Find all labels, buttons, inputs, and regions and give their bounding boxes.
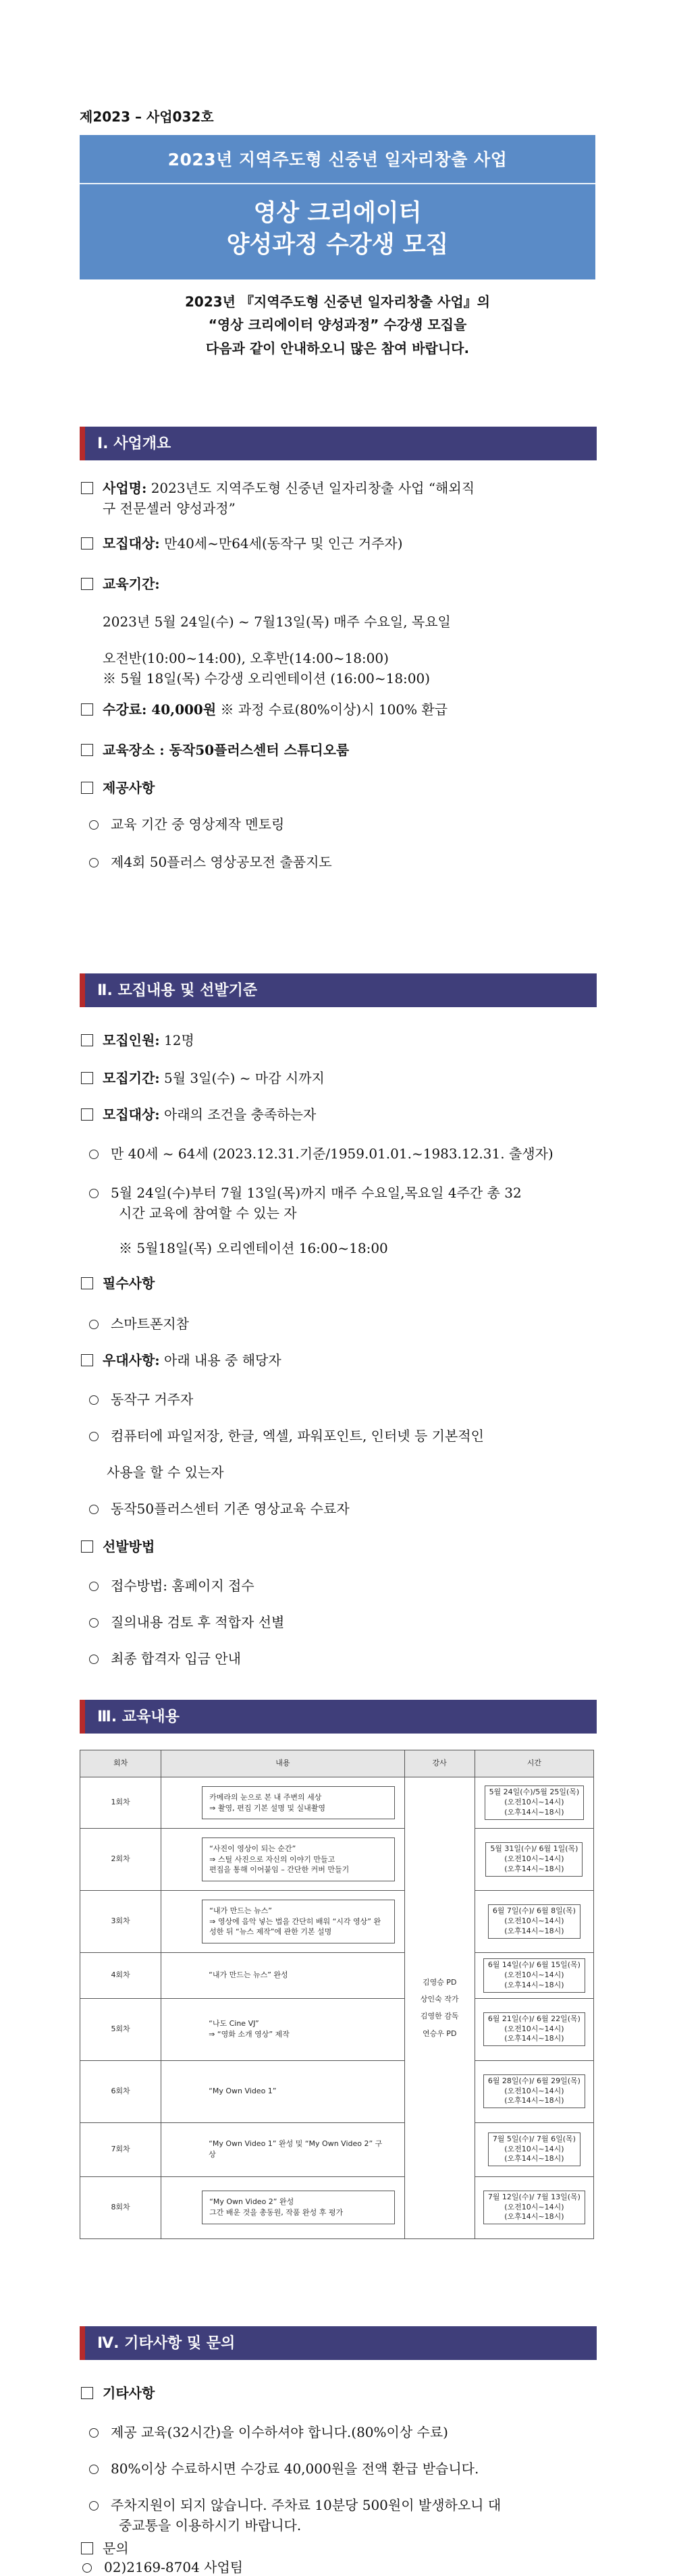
circle-bullet-icon [89,1150,99,1159]
circle-bullet-icon [89,1582,99,1591]
session-cell: 2회차 [80,1829,161,1891]
time-box: 5월 31일(수)/ 6월 1일(목) (오전10시~14시) (오후14시~18시) [485,1842,583,1877]
session-cell: 7회차 [80,2122,161,2176]
circle-bullet-icon [89,2501,99,2511]
target-row [81,533,403,554]
item-text: 질의내용 검토 후 적합자 선별 [111,1614,285,1630]
content-box: 카메라의 눈으로 본 내 주변의 세상 ⇒ 촬영, 편집 기본 설명 및 실내촬영 [202,1786,394,1820]
table-row [80,1829,594,1891]
checkbox-square-icon [81,482,93,494]
content-box: “My Own Video 2” 완성 그간 배운 것을 총동원, 작품 완성 후 평가 [202,2191,394,2224]
content-box: “나도 Cine VJ” ⇒ “영화 소개 영상” 제작 [209,2019,290,2039]
target-note: ※ 5월18일(목) 오리엔테이션 16:00~18:00 [119,1240,388,1256]
checkbox-square-icon [81,782,93,794]
content-cell [161,1953,404,1999]
content-cell [161,1998,404,2060]
instructor-cell [404,1777,475,2239]
session-cell: 3회차 [80,1891,161,1953]
header-instructor: 강사 [404,1750,475,1777]
content-cell [161,1891,404,1953]
time-box: 5월 24일(수)/5월 25일(목) (오전10시~14시) (오후14시~18시) [485,1786,585,1820]
table-row [80,1777,594,1829]
label: 모집대상: [103,1106,160,1123]
time-box: 7월 12일(수)/ 7월 13일(목) (오전10시~14시) (오후14시~18시) [483,2191,585,2225]
preferred-item [81,1426,484,1446]
content-cell [161,2122,404,2176]
value: 5월 3일(수) ~ 마감 시까지 [164,1070,325,1086]
item-text: 최종 합격자 입금 안내 [111,1651,241,1667]
session-cell: 6회차 [80,2060,161,2122]
circle-bullet-icon [89,820,99,830]
header-time: 시간 [475,1750,593,1777]
title-banner [80,135,595,279]
time-cell [475,1777,593,1829]
item-text: 제4회 50플러스 영상공모전 출품지도 [111,854,332,870]
table-row [80,2122,594,2176]
label: 수강료: 40,000원 [103,701,217,718]
label: 모집대상: [103,535,160,552]
circle-bullet-icon [89,2428,99,2438]
target-item-cont: 시간 교육에 참여할 수 있는 자 [119,1205,297,1221]
value: 2023년도 지역주도형 신중년 일자리창출 사업 “해외직 [151,480,475,496]
time-box: 6월 28일(수)/ 6월 29일(목) (오전10시~14시) (오후14시~18시) [483,2074,585,2109]
intro-line: 2023년 『지역주도형 신중년 일자리창출 사업』의 [185,294,490,310]
content-box: “My Own Video 1” 완성 및 “My Own Video 2” 구상 [209,2139,383,2159]
value: 12명 [164,1032,194,1048]
label: 제공사항 [103,780,155,796]
checkbox-square-icon [81,1354,93,1366]
session-cell: 5회차 [80,1998,161,2060]
section-heading-curriculum: Ⅲ. 교육내용 [80,1700,597,1734]
header-session: 회차 [80,1750,161,1777]
table-row [80,1953,594,1999]
intro-line: “영상 크리에이터 양성과정” 수강생 모집을 [208,317,467,333]
label: 모집기간: [103,1070,160,1086]
document-number: 제2023 – 사업032호 [80,109,214,125]
banner-title-line1: 영상 크리에이터 [253,199,422,227]
header-content: 내용 [161,1750,404,1777]
section-heading-overview: Ⅰ. 사업개요 [80,427,597,460]
provided-row [81,778,155,798]
preferred-item [81,1499,350,1519]
intro-line: 다음과 같이 안내하오니 많은 참여 바랍니다. [205,340,470,356]
circle-bullet-icon [89,1618,99,1628]
table-row [80,2176,594,2238]
section-heading-other: Ⅳ. 기타사항 및 문의 [80,2326,597,2360]
section-heading-recruitment: Ⅱ. 모집내용 및 선발기준 [80,973,597,1007]
target-item [81,1183,522,1203]
inquiry-item [74,2557,243,2576]
preferred-row [81,1350,281,1370]
checkbox-square-icon [81,1540,93,1553]
period-dates: 2023년 5월 24일(수) ~ 7월13일(목) 매주 수요일, 목요일 [103,614,451,630]
other-item [81,2422,448,2442]
item-text: 만 40세 ~ 64세 (2023.12.31.기준/1959.01.01.~1983.12.31. 출생자) [111,1146,554,1162]
label: 교육장소 : 동작50플러스센터 스튜디오룸 [103,742,350,758]
circle-bullet-icon [89,1189,99,1198]
other-item [81,2495,501,2515]
item-text: 주차지원이 되지 않습니다. 주차료 10분당 500원이 발생하오니 대 [111,2497,502,2513]
time-cell [475,1891,593,1953]
circle-bullet-icon [89,1655,99,1664]
checkbox-square-icon [81,703,93,716]
recruit-target-row [81,1104,316,1125]
selection-item [81,1648,241,1669]
time-box: 6월 21일(수)/ 6월 22일(목) (오전10시~14시) (오후14시~18시) [483,2012,585,2047]
item-text: 스마트폰지참 [111,1316,189,1332]
inquiry-row [81,2538,129,2558]
content-box: “내가 만드는 뉴스” ⇒ 영상에 음악 넣는 법을 간단히 배워 “시각 영상” 완성한 뒤 “뉴스 제작”에 관한 기본 설명 [202,1900,394,1944]
circle-bullet-icon [89,858,99,867]
selection-row [81,1536,155,1557]
table-row [80,1891,594,1953]
label: 교육기간: [103,576,160,592]
checkbox-square-icon [81,537,93,549]
required-item [81,1314,189,1334]
required-row [81,1273,155,1293]
label: 모집인원: [103,1032,160,1048]
time-box: 7월 5일(수)/ 7월 6일(목) (오전10시~14시) (오후14시~18시) [488,2132,580,2167]
preferred-item-cont: 사용을 할 수 있는자 [107,1464,224,1480]
item-text: 동작구 거주자 [111,1391,194,1407]
other-item [81,2459,479,2479]
checkbox-square-icon [81,1277,93,1289]
time-cell [475,1953,593,1999]
time-cell [475,1998,593,2060]
count-row [81,1030,194,1050]
checkbox-square-icon [81,1034,93,1046]
table-row [80,2060,594,2122]
time-cell [475,2176,593,2238]
content-box: “사진이 영상이 되는 순간” ⇒ 스틸 사진으로 자신의 이야기 만들고 편집을 통해 이어붙임 – 간단한 커버 만들기 [202,1837,394,1882]
checkbox-square-icon [81,744,93,756]
circle-bullet-icon [89,1432,99,1441]
instructor-name: 상인숙 작가 [420,1994,459,2004]
session-cell: 4회차 [80,1953,161,1999]
item-text: 컴퓨터에 파일저장, 한글, 엑셀, 파워포인트, 인터넷 등 기본적인 [111,1428,484,1444]
period-row [81,574,160,594]
item-text: 동작50플러스센터 기존 영상교육 수료자 [111,1501,350,1517]
item-text: 80%이상 수료하시면 수강료 40,000원을 전액 환급 받습니다. [111,2461,479,2477]
value: 아래 내용 중 해당자 [164,1352,281,1368]
item-text: 교육 기간 중 영상제작 멘토링 [111,816,285,832]
item-text: 5월 24일(수)부터 7월 13일(목)까지 매주 수요일,목요일 4주간 총 32 [111,1185,522,1201]
checkbox-square-icon [81,2542,93,2554]
time-cell [475,1829,593,1891]
table-header-row [80,1750,594,1777]
other-item-cont: 중교통을 이용하시기 바랍니다. [119,2517,302,2533]
session-cell: 1회차 [80,1777,161,1829]
label: 우대사항: [103,1352,160,1368]
banner-title-line2: 양성과정 수강생 모집 [226,231,449,259]
label: 문의 [103,2540,129,2556]
checkbox-square-icon [81,578,93,590]
label: 필수사항 [103,1275,155,1291]
label: 선발방법 [103,1538,155,1555]
preferred-item [81,1389,193,1410]
time-cell [475,2122,593,2176]
curriculum-table [80,1750,594,2239]
selection-item [81,1612,284,1632]
period-sessions: 오전반(10:00~14:00), 오후반(14:00~18:00) [103,650,389,666]
instructor-name: 김영승 PD [422,1977,457,1987]
value: 만40세~만64세(동작구 및 인근 거주자) [164,535,403,552]
instructor-name: 연승우 PD [422,2029,457,2038]
venue-row [81,740,349,760]
content-cell [161,1829,404,1891]
instructor-name: 김영한 감독 [420,2012,459,2021]
recruit-period-row [81,1068,325,1088]
circle-bullet-icon [89,1505,99,1514]
other-row [81,2383,155,2403]
content-cell [161,2060,404,2122]
content-box: “My Own Video 1” [209,2087,277,2096]
target-item [81,1144,554,1164]
provided-item [81,814,284,834]
intro-text [80,290,595,360]
banner-divider [80,183,595,184]
item-text: 02)2169-8704 사업팀 [104,2559,244,2575]
checkbox-square-icon [81,1072,93,1084]
label: 기타사항 [103,2385,155,2401]
circle-bullet-icon [82,2563,92,2573]
time-box: 6월 14일(수)/ 6월 15일(목) (오전10시~14시) (오후14시~18시) [483,1958,585,1993]
business-name-row [81,478,475,498]
circle-bullet-icon [89,1320,99,1329]
time-box: 6월 7일(수)/ 6월 8일(목) (오전10시~14시) (오후14시~18시) [488,1904,580,1939]
value: ※ 과정 수료(80%이상)시 100% 환급 [220,701,448,718]
circle-bullet-icon [89,1395,99,1405]
content-cell [161,1777,404,1829]
label: 사업명: [103,480,147,496]
banner-subtitle: 2023년 지역주도형 신중년 일자리창출 사업 [167,150,508,169]
time-cell [475,2060,593,2122]
item-text: 제공 교육(32시간)을 이수하셔야 합니다.(80%이상 수료) [111,2424,448,2440]
value: 아래의 조건을 충족하는자 [164,1106,317,1123]
content-cell [161,2176,404,2238]
circle-bullet-icon [89,2465,99,2474]
checkbox-square-icon [81,1108,93,1121]
period-note: ※ 5월 18일(목) 수강생 오리엔테이션 (16:00~18:00) [103,670,431,687]
table-row [80,1998,594,2060]
selection-item [81,1576,254,1596]
item-text: 접수방법: 홈페이지 접수 [111,1578,254,1594]
checkbox-square-icon [81,2387,93,2399]
fee-row [81,699,448,720]
business-name-cont: 구 전문셀러 양성과정” [103,500,236,516]
content-box: “내가 만드는 뉴스” 완성 [209,1970,288,1980]
session-cell: 8회차 [80,2176,161,2238]
provided-item [81,852,332,872]
